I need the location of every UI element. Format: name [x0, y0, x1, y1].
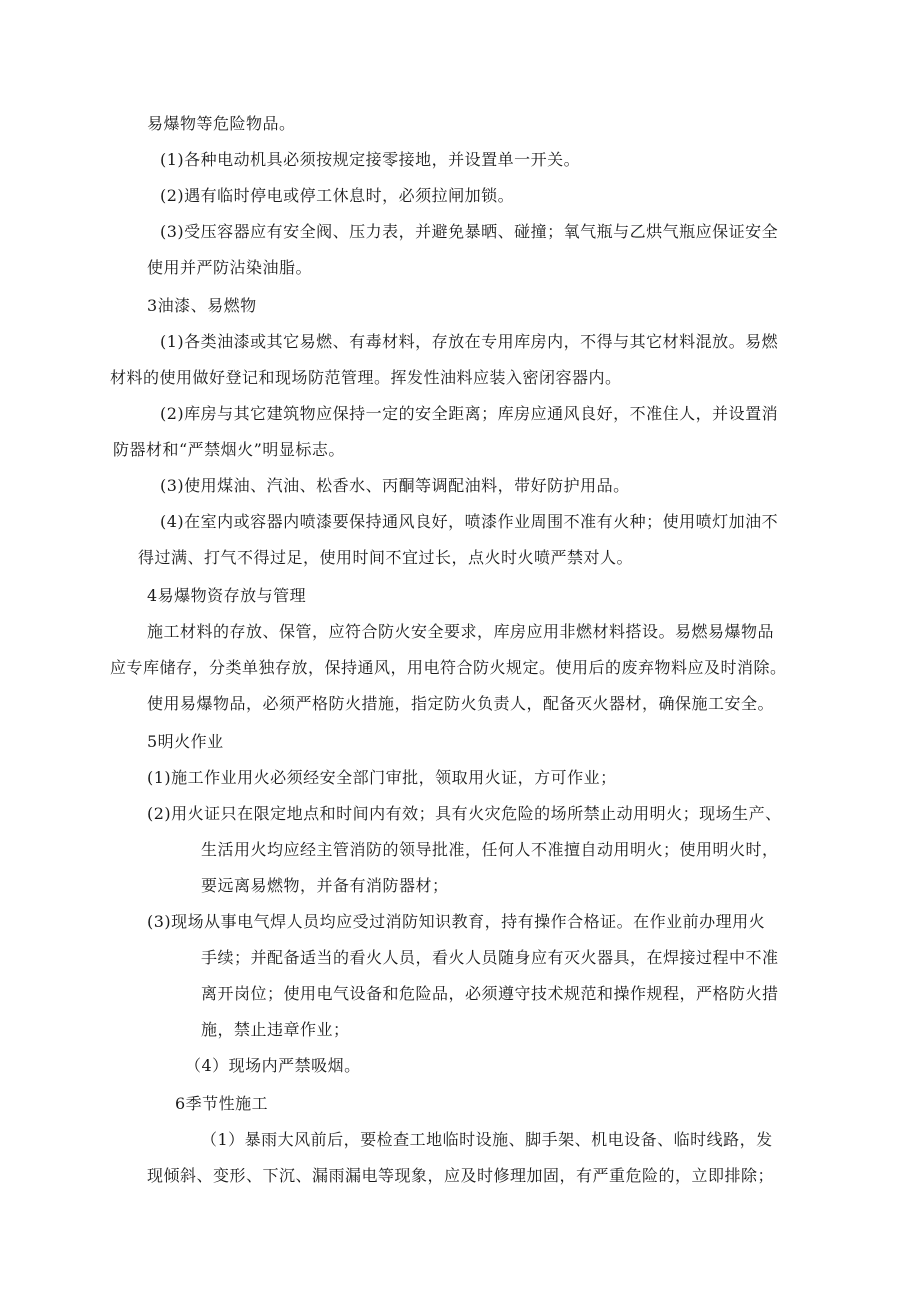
text-line: (3)受压容器应有安全阀、压力表，并避免暴晒、碰撞；氧气瓶与乙烘气瓶应保证安全 — [160, 222, 779, 241]
section-heading: 4易爆物资存放与管理 — [147, 586, 307, 605]
text-line: (1)各种电动机具必须按规定接零接地，并设置单一开关。 — [160, 150, 581, 169]
text-line: (1)施工作业用火必须经安全部门审批，领取用火证，方可作业； — [147, 768, 617, 787]
text-line: (2)用火证只在限定地点和时间内有效；具有火灾危险的场所禁止动用明火；现场生产、 — [147, 804, 782, 823]
text-line: 施工材料的存放、保管，应符合防火安全要求，库房应用非燃材料搭设。易燃易爆物品 — [147, 622, 775, 641]
text-line: 施，禁止违章作业； — [201, 1020, 350, 1039]
text-line: （1）暴雨大风前后，要检查工地临时设施、脚手架、机电设备、临时线路，发 — [201, 1130, 773, 1149]
text-line: (3)使用煤油、汽油、松香水、丙酮等调配油料，带好防护用品。 — [160, 476, 630, 495]
text-line: 离开岗位；使用电气设备和危险品，必须遵守技术规范和操作规程，严格防火措 — [201, 984, 779, 1003]
text-line: 应专库储存，分类单独存放，保持通风，用电符合防火规定。使用后的废弃物料应及时消除。 — [110, 658, 787, 677]
text-line: （4）现场内严禁吸烟。 — [185, 1056, 361, 1075]
text-line: (2)遇有临时停电或停工休息时，必须拉闸加锁。 — [160, 186, 515, 205]
section-heading: 5明火作业 — [147, 732, 224, 751]
text-line: 要远离易燃物，并备有消防器材； — [201, 876, 449, 895]
text-line: 使用并严防沾染油脂。 — [147, 258, 313, 277]
section-heading: 6季节性施工 — [175, 1094, 269, 1113]
text-line: 防器材和“严禁烟火”明显标志。 — [113, 440, 345, 459]
text-line: (4)在室内或容器内喷漆要保持通风良好，喷漆作业周围不准有火种；使用喷灯加油不 — [160, 512, 779, 531]
section-heading: 3油漆、易燃物 — [147, 296, 257, 315]
text-line: 使用易爆物品，必须严格防火措施，指定防火负责人，配备灭火器材，确保施工安全。 — [147, 694, 775, 713]
text-line: (2)库房与其它建筑物应保持一定的安全距离；库房应通风良好，不准住人，并设置消 — [160, 404, 779, 423]
text-line: 易爆物等危险物品。 — [147, 114, 296, 133]
text-line: 手续；并配备适当的看火人员，看火人员随身应有灭火器具，在焊接过程中不准 — [201, 948, 779, 967]
text-line: (3)现场从事电气焊人员均应受过消防知识教育，持有操作合格证。在作业前办理用火 — [147, 912, 766, 931]
text-line: 得过满、打气不得过足，使用时间不宜过长，点火时火喷严禁对人。 — [138, 548, 634, 567]
text-line: 生活用火均应经主管消防的领导批准，任何人不准擅自动用明火；使用明火时， — [201, 840, 779, 859]
text-line: 现倾斜、变形、下沉、漏雨漏电等现象，应及时修理加固，有严重危险的，立即排除； — [147, 1166, 775, 1185]
text-line: (1)各类油漆或其它易燃、有毒材料，存放在专用库房内，不得与其它材料混放。易燃 — [160, 332, 779, 351]
text-line: 材料的使用做好登记和现场防范管理。挥发性油料应装入密闭容器内。 — [110, 368, 622, 387]
